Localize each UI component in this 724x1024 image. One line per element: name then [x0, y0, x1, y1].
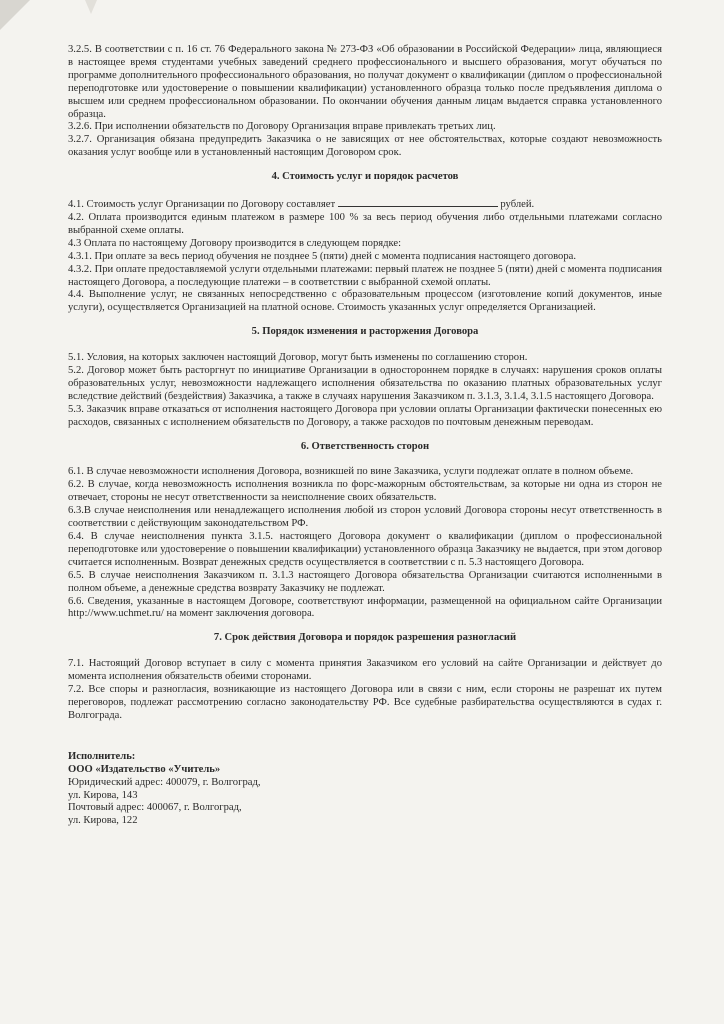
postal-address-line-2: ул. Кирова, 122: [68, 815, 138, 827]
clause-6-6: 6.6. Сведения, указанные в настоящем Договоре, соответствуют информации, размещенной на официальном сайте Организации http://www.uchmet.ru/ на момент заключения договора.: [68, 595, 662, 620]
section-5-heading: 5. Порядок изменения и расторжения Договора: [251, 326, 479, 338]
page-corner-fold: [0, 0, 30, 30]
clause-7-2: 7.2. Все споры и разногласия, возникающие из настоящего Договора или в связи с ним, если стороны не разрешат их путем переговоров, подлежат рассмотрению согласно законодательству РФ. Все судебные разбирательства осуществляются в судах г. Волгограда.: [68, 684, 662, 721]
clause-4-2: 4.2. Оплата производится единым платежом в размере 100 % за весь период обучения либо отдельными платежами согласно выбранной схеме оплаты.: [68, 211, 662, 236]
clause-4-4: 4.4. Выполнение услуг, не связанных непосредственно с образовательным процессом (изготовление копий документов, иные услуги), осуществляется Организацией на платной основе. Стоимость указанных услуг определяется Организацией.: [68, 289, 662, 314]
clause-5-3: 5.3. Заказчик вправе отказаться от исполнения настоящего Договора при условии оплаты Организации фактически понесенных ею расходов, связанных с исполнением обязательств по Договору, а также расходов по почтовым денежным переводам.: [68, 403, 662, 428]
executor-company: ООО «Издательство «Учитель»: [68, 763, 221, 775]
clause-6-1: 6.1. В случае невозможности исполнения Договора, возникшей по вине Заказчика, услуги подлежат оплате в полном объеме.: [68, 466, 634, 478]
clause-3-2-5: 3.2.5. В соответствии с п. 16 ст. 76 Федерального закона № 273-ФЗ «Об образовании в Российской Федерации» лица, являющиеся в настоящее время студентами учебных заведений среднего профессионального и высшего образования, могут обучаться по программе дополнительного профессионального образования, но получат документ о квалификации (диплом о профессиональной переподготовке или удостоверение о повышении квалификации) установленного образца только после предъявления диплома о высшем или среднем профессиональном образовании. По окончании обучения данным лицам выдается справка установленного образца.: [68, 44, 662, 120]
postal-address-line-1: Почтовый адрес: 400067, г. Волгоград,: [68, 802, 242, 814]
section-4-heading: 4. Стоимость услуг и порядок расчетов: [271, 171, 459, 183]
section-7-heading: 7. Срок действия Договора и порядок разрешения разногласий: [213, 632, 517, 644]
clause-6-3: 6.3.В случае неисполнения или ненадлежащего исполнения любой из сторон условий Договора стороны несут ответственность в соответствии с действующим законодательством РФ.: [68, 505, 662, 530]
price-blank-field: [338, 197, 498, 207]
clause-3-2-7: 3.2.7. Организация обязана предупредить Заказчика о не зависящих от нее обстоятельствах, которые создают невозможность оказания услуг вообще или в установленный настоящим Договором срок.: [68, 134, 662, 159]
clause-5-1: 5.1. Условия, на которых заключен настоящий Договор, могут быть изменены по соглашению сторон.: [68, 352, 528, 364]
clause-7-1: 7.1. Настоящий Договор вступает в силу с момента принятия Заказчиком его условий на сайте Организации и действует до момента исполнения обязательств обеими сторонами.: [68, 658, 662, 683]
clause-6-4: 6.4. В случае неисполнения пункта 3.1.5. настоящего Договора документ о квалификации (диплом о профессиональной переподготовке или удостоверение о повышении квалификации) установленного образца Заказчику не выдается, при этом договор считается исполненным. Возврат денежных средств осуществляется в соответствии с п. 5.3 настоящего Договора.: [68, 531, 662, 568]
clause-4-3: 4.3 Оплата по настоящему Договору производится в следующем порядке:: [68, 237, 402, 249]
clause-5-2: 5.2. Договор может быть расторгнут по инициативе Организации в одностороннем порядке в случаях: нарушения сроков оплаты образовательных услуг, невозможности надлежащего исполнения обязательства по оказанию платных образовательных услуг вследствие действий (бездействия) Заказчика, а также в случаях нарушения Заказчиком п. 3.1.3, 3.1.4, 3.1.5 настоящего Договора.: [68, 365, 662, 402]
section-6-heading: 6. Ответственность сторон: [300, 440, 430, 452]
clause-4-1-text: 4.1. Стоимость услуг Организации по Договору составляет: [68, 199, 336, 211]
clause-3-2-6: 3.2.6. При исполнении обязательств по Договору Организация вправе привлекать третьих лиц.: [68, 121, 496, 133]
contract-text: [68, 44, 662, 828]
clause-4-3-2: 4.3.2. При оплате предоставляемой услуги отдельными платежами: первый платеж не позднее 5 (пяти) дней с момента подписания настоящего Договора, а последующие платежи – в соответствии с выбранной схемой оплаты.: [68, 263, 662, 288]
clause-4-1-unit: рублей.: [500, 199, 535, 211]
clause-6-5: 6.5. В случае неисполнения Заказчиком п. 3.1.3 настоящего Договора обязательства Организации считаются исполненными в полном объеме, а денежные средства возврату Заказчику не подлежат.: [68, 569, 662, 594]
clause-4-1: [68, 197, 662, 212]
clause-4-3-1: 4.3.1. При оплате за весь период обучения не позднее 5 (пяти) дней с момента подписания настоящего договора.: [68, 250, 577, 262]
legal-address-line-1: Юридический адрес: 400079, г. Волгоград,: [68, 776, 261, 788]
clause-6-2: 6.2. В случае, когда невозможность исполнения возникла по форс-мажорным обстоятельствам, за которые ни одна из сторон не отвечает, стороны не несут ответственности за неисполнение своих обязательств.: [68, 479, 662, 504]
executor-role: Исполнитель:: [68, 750, 136, 762]
legal-address-line-2: ул. Кирова, 143: [68, 789, 138, 801]
executor-signature-block: [68, 751, 662, 828]
page-edge-tear: [85, 0, 97, 14]
